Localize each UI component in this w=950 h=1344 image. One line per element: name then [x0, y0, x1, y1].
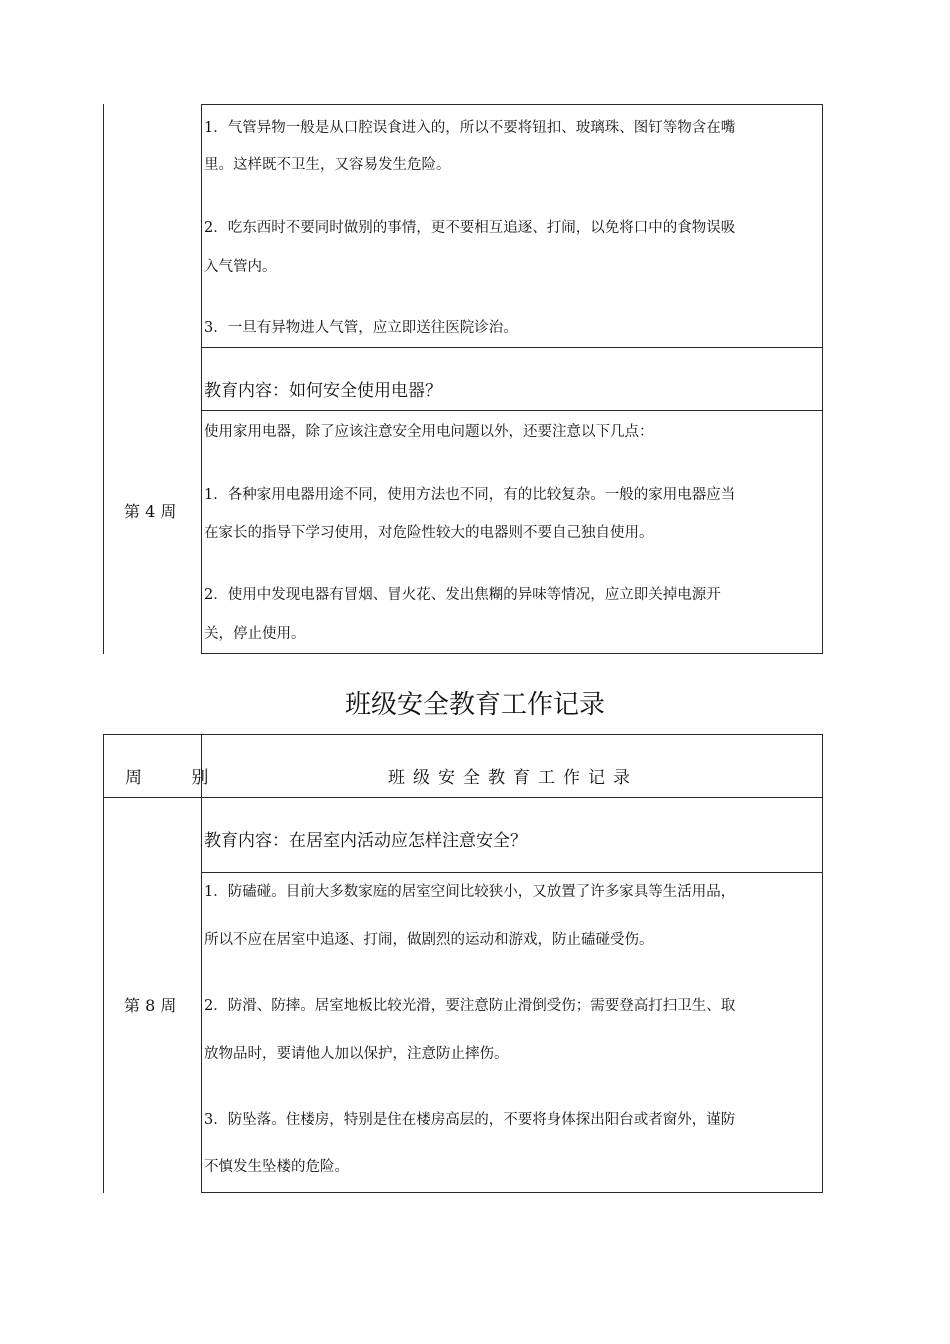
- record-line: 2．防滑、防摔。居室地板比较光滑，要注意防止滑倒受伤；需要登高打扫卫生、取: [204, 998, 736, 1014]
- week-label: 第 8 周: [124, 996, 177, 1015]
- record-line: 2．吃东西时不要同时做别的事情，更不要相互追逐、打闹，以免将口中的食物误吸: [204, 220, 736, 236]
- table-1-row-divider: [201, 347, 823, 348]
- record-line: 1．气管异物一般是从口腔误食进入的，所以不要将钮扣、玻璃珠、图钉等物含在嘴: [204, 120, 736, 136]
- header-record-column: 班级安全教育工作记录: [388, 768, 638, 788]
- table-2-row-divider: [201, 872, 823, 873]
- record-line: 里。这样既不卫生，又容易发生危险。: [204, 157, 451, 173]
- record-line: 所以不应在居室中追逐、打闹，做剧烈的运动和游戏，防止磕碰受伤。: [204, 932, 654, 948]
- education-topic-heading: 教育内容：在居室内活动应怎样注意安全？: [204, 831, 527, 851]
- table-1-right-border: [822, 104, 823, 654]
- record-line: 3．一旦有异物进人气管，应立即送往医院诊治。: [204, 320, 518, 336]
- table-2-bottom-border: [201, 1192, 823, 1193]
- table-1-row-divider: [201, 410, 823, 411]
- week-label: 第 4 周: [124, 502, 177, 521]
- table-1-left-border: [103, 104, 104, 654]
- record-line: 3．防坠落。住楼房，特别是住在楼房高层的，不要将身体探出阳台或者窗外，谨防: [204, 1112, 736, 1128]
- table-1-top-border: [201, 104, 823, 105]
- document-title: 班级安全教育工作记录: [344, 690, 605, 720]
- record-line: 1．防磕碰。目前大多数家庭的居室空间比较狭小，又放置了许多家具等生活用品，: [204, 884, 736, 900]
- table-2-right-border: [822, 734, 823, 1193]
- table-2-top-border: [103, 734, 823, 735]
- record-line: 使用家用电器，除了应该注意安全用电问题以外，还要注意以下几点：: [204, 424, 654, 440]
- record-line: 2．使用中发现电器有冒烟、冒火花、发出焦糊的异味等情况，应立即关掉电源开: [204, 587, 721, 603]
- record-line: 放物品时，要请他人加以保护，注意防止摔伤。: [204, 1046, 509, 1062]
- table-2-column-divider: [201, 734, 202, 1193]
- table-1-column-divider: [201, 104, 202, 654]
- table-1-bottom-border: [201, 653, 823, 654]
- education-topic-heading: 教育内容：如何安全使用电器？: [204, 381, 442, 401]
- table-2-left-border: [103, 734, 104, 1193]
- table-2-header-divider: [103, 797, 823, 798]
- record-line: 在家长的指导下学习使用，对危险性较大的电器则不要自己独自使用。: [204, 525, 654, 541]
- record-line: 入气管内。: [204, 259, 277, 275]
- record-line: 关，停止使用。: [204, 626, 306, 642]
- header-week-column: 周 别: [125, 768, 231, 788]
- record-line: 1．各种家用电器用途不同，使用方法也不同，有的比较复杂。一般的家用电器应当: [204, 487, 736, 503]
- record-line: 不慎发生坠楼的危险。: [204, 1159, 349, 1175]
